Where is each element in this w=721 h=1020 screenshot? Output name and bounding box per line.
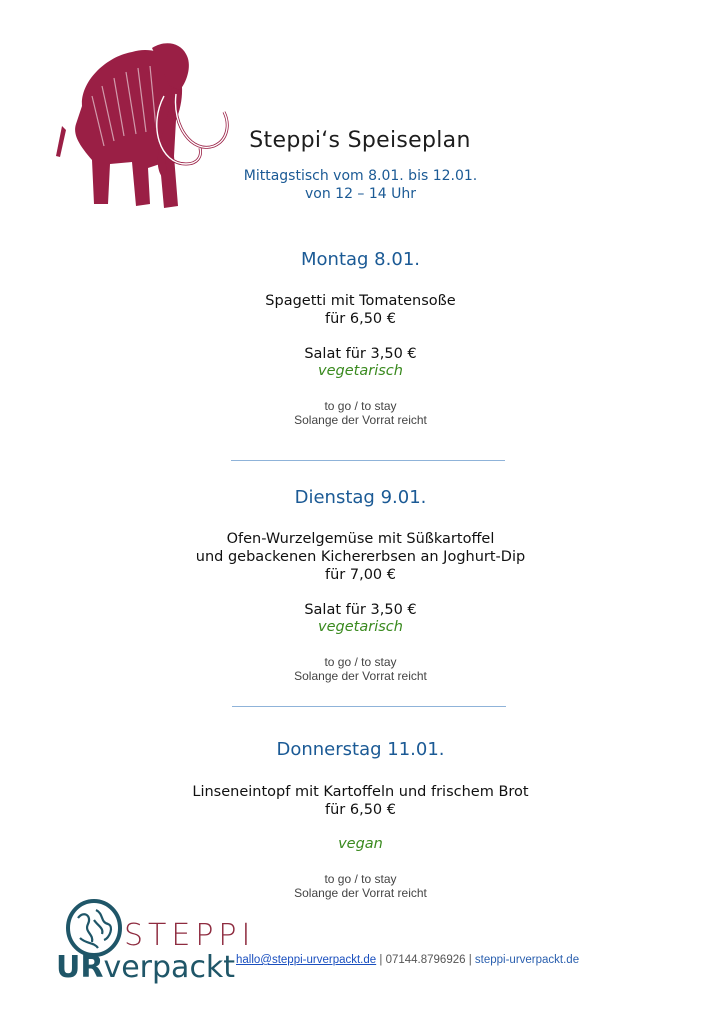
menu-subtitle-dates: Mittagstisch vom 8.01. bis 12.01.: [243, 168, 478, 184]
dish-price: für 6,50 €: [325, 802, 396, 818]
day-heading-thursday: Donnerstag 11.01.: [276, 739, 445, 760]
menu-title: Steppi‘s Speiseplan: [249, 128, 471, 153]
service-note: to go / to stay: [324, 872, 397, 886]
dish-price: für 7,00 €: [325, 567, 396, 583]
diet-label: vegetarisch: [318, 619, 403, 635]
logo-ur: UR: [56, 950, 104, 985]
day-heading-monday: Montag 8.01.: [301, 249, 420, 270]
brain-nut-logo-icon: [64, 898, 124, 958]
diet-label: vegetarisch: [318, 363, 403, 379]
dish-line: und gebackenen Kichererbsen an Joghurt-Dip: [195, 549, 526, 565]
availability-note: Solange der Vorrat reicht: [294, 669, 427, 683]
menu-subtitle-hours: von 12 – 14 Uhr: [304, 186, 417, 202]
divider: [231, 460, 505, 461]
salad-price: Salat für 3,50 €: [304, 602, 417, 618]
dish-line: Ofen-Wurzelgemüse mit Süßkartoffel: [226, 531, 495, 547]
separator: |: [465, 954, 475, 966]
dish-price: für 6,50 €: [325, 311, 396, 327]
footer-contact: [236, 954, 579, 966]
dish-line: Spagetti mit Tomatensoße: [265, 293, 456, 309]
salad-price: Salat für 3,50 €: [304, 346, 417, 362]
website-link[interactable]: steppi-urverpackt.de: [474, 954, 580, 966]
logo-steppi-text: STEPPI: [124, 918, 256, 953]
logo-verpackt: verpackt: [103, 950, 236, 985]
email-link[interactable]: hallo@steppi-urverpackt.de: [236, 954, 377, 966]
divider: [232, 706, 506, 707]
service-note: to go / to stay: [324, 399, 397, 413]
separator: |: [376, 954, 386, 966]
availability-note: Solange der Vorrat reicht: [294, 413, 427, 427]
day-heading-tuesday: Dienstag 9.01.: [294, 487, 427, 508]
dish-line: Linseneintopf mit Kartoffeln und frischem Brot: [192, 784, 529, 800]
availability-note: Solange der Vorrat reicht: [294, 886, 427, 900]
logo-urverpackt-text: [56, 950, 235, 985]
diet-label: vegan: [338, 836, 383, 852]
service-note: to go / to stay: [324, 655, 397, 669]
phone-number: 07144.8796926: [385, 954, 466, 966]
